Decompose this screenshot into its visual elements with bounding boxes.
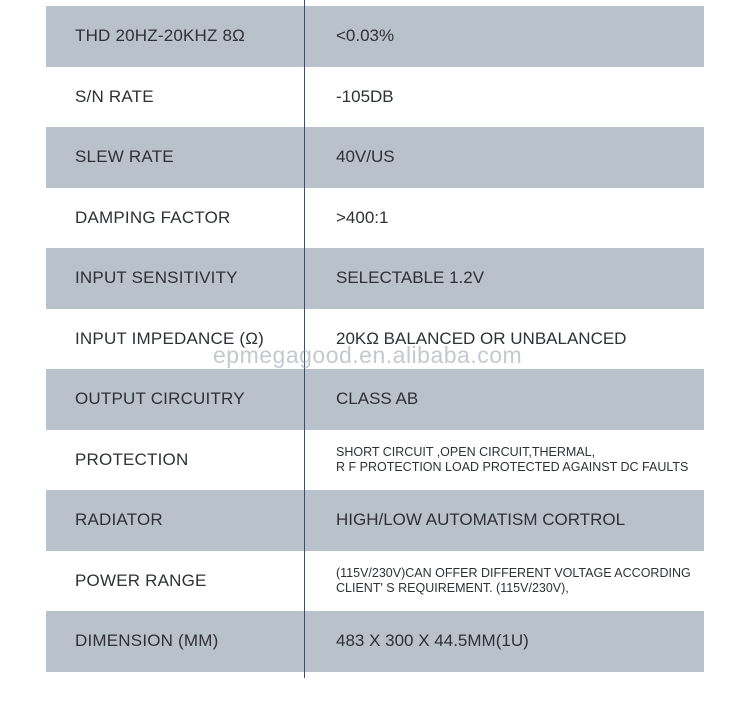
spec-row bbox=[46, 67, 704, 128]
spec-value-line: (115V/230V)CAN OFFER DIFFERENT VOLTAGE ACCORDING bbox=[336, 565, 691, 580]
spec-label: RADIATOR bbox=[75, 510, 163, 530]
watermark: epmegagood.en.alibaba.com bbox=[213, 342, 523, 368]
spec-row bbox=[46, 551, 704, 612]
spec-row bbox=[46, 248, 704, 309]
spec-label: INPUT IMPEDANCE (Ω) bbox=[75, 328, 265, 348]
spec-row bbox=[46, 127, 704, 188]
spec-row bbox=[46, 188, 704, 249]
spec-label: THD 20HZ-20KHZ 8Ω bbox=[75, 26, 246, 46]
spec-label: S/N RATE bbox=[75, 86, 154, 106]
spec-value bbox=[304, 445, 704, 475]
spec-label: POWER RANGE bbox=[75, 570, 207, 590]
spec-value: 483 X 300 X 44.5MM(1U) bbox=[336, 631, 529, 651]
spec-label: PROTECTION bbox=[75, 449, 189, 469]
spec-label: SLEW RATE bbox=[75, 147, 174, 167]
spec-value: <0.03% bbox=[336, 26, 395, 46]
spec-table bbox=[46, 6, 704, 672]
spec-value-line: SHORT CIRCUIT ,OPEN CIRCUIT,THERMAL, bbox=[336, 444, 596, 459]
spec-label: DAMPING FACTOR bbox=[75, 207, 231, 227]
spec-label: DIMENSION (MM) bbox=[75, 631, 219, 651]
column-divider bbox=[304, 0, 305, 678]
spec-row bbox=[46, 611, 704, 672]
spec-value: 40V/US bbox=[336, 147, 395, 167]
spec-value: 20KΩ BALANCED OR UNBALANCED bbox=[336, 328, 627, 348]
spec-value-line: R F PROTECTION LOAD PROTECTED AGAINST DC FAULTS bbox=[336, 459, 689, 474]
spec-value: SELECTABLE 1.2V bbox=[336, 268, 485, 288]
spec-row bbox=[46, 6, 704, 67]
spec-label: INPUT SENSITIVITY bbox=[75, 268, 238, 288]
spec-label: OUTPUT CIRCUITRY bbox=[75, 389, 245, 409]
spec-row bbox=[46, 369, 704, 430]
spec-row bbox=[46, 490, 704, 551]
spec-row bbox=[46, 430, 704, 491]
spec-row bbox=[46, 309, 704, 370]
spec-value: >400:1 bbox=[336, 207, 389, 227]
spec-value-line: CLIENT' S REQUIREMENT. (115V/230V), bbox=[336, 580, 569, 595]
spec-value: CLASS AB bbox=[336, 389, 419, 409]
spec-value bbox=[304, 566, 704, 596]
spec-value: HIGH/LOW AUTOMATISM CORTROL bbox=[336, 510, 626, 530]
spec-value: -105DB bbox=[336, 86, 394, 106]
